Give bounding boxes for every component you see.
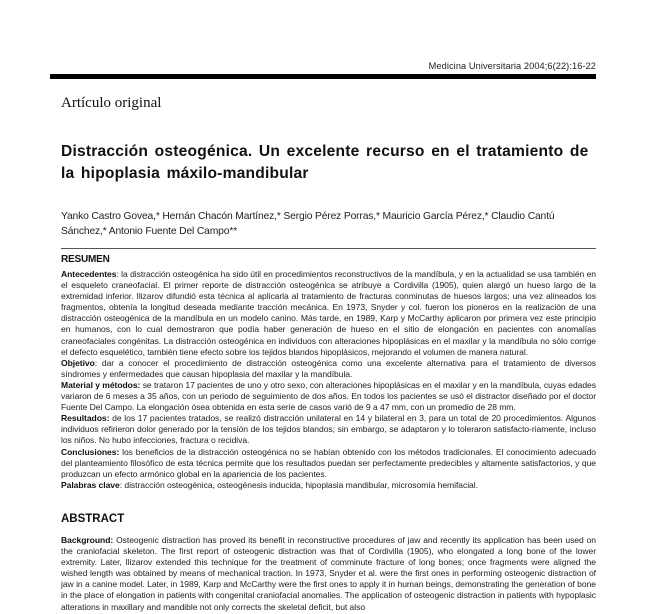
resumen-body xyxy=(61,269,596,491)
authors-divider xyxy=(61,248,596,249)
label-separator: : xyxy=(94,357,102,368)
article-section-type: Artículo original xyxy=(61,95,162,111)
section-text: la distracción osteogénica ha sido útil en procedimientos reconstructivos de la mandíbula, y en la actualidad se usa también en el esqueleto craneofacial. El primer reporte de distracción osteogénica se atribuye a Cordivilla (1905), quien alargó un hueso largo de la extremidad inferior. Ilizarov difundió esta técnica al aplicarla al tratamiento de fracturas conminutas de huesos largos; una vez alineados los fragmentos, obtenía la longitud deseada mediante tracción mecánica. En 1973, Snyder y col. fueron los pioneros en la realización de una distracción osteogénica de la mandíbula en un modelo canino. Más tarde, en 1989, Karp y McCarthy aplicaron por primera vez este principio en humanos, con lo cual demostraron que podía haber generación de hueso en el sitio de elongación en pacientes con anomalías craneofaciales congénitas. La distracción osteogénica en individuos con alteraciones hipoplásicas en el maxilar y la mandíbula no sólo corrige el defecto esquelético, también tiene efecto sobre los tejidos blandos hipoplásicos, mejorando el volumen de manera natural. xyxy=(61,269,597,357)
section-label: Material y métodos: xyxy=(61,379,141,390)
abstract-background xyxy=(61,535,596,613)
resumen-palabras-clave xyxy=(61,480,596,491)
resumen-conclusiones xyxy=(61,447,596,480)
resumen-material-metodos xyxy=(61,380,596,413)
section-text: los beneficios de la distracción osteogénica no se habían obtenido con los métodos tradicionales. El conocimiento adecuado del planteamiento filosófico de esta técnica permite que los resultados puedan ser perfectamente predecibles y altamente satisfactorios, y que produzcan un efecto armónico global en la apariencia de los pacientes. xyxy=(61,446,597,479)
section-text: distracción osteogénica, osteogénesis inducida, hipoplasia mandibular, microsomía hemifacial. xyxy=(124,479,478,490)
resumen-resultados xyxy=(61,413,596,446)
section-label: Palabras clave xyxy=(61,479,120,490)
label-separator: : xyxy=(119,479,125,490)
abstract-body xyxy=(61,535,596,613)
section-text: se trataron 17 pacientes de uno y otro sexo, con alteraciones hipoplásicas en el maxilar y en la mandíbula, cuyas edades variaron de 6 meses a 35 años, con un periodo de seguimiento de dos años. En todos los pacientes se usó el distractor diseñado por el doctor Fuente Del Campo. La elongación ósea obtenida en esta serie de casos varió de 9 a 47 mm, con un promedio de 28 mm. xyxy=(61,379,596,413)
section-label: Objetivo xyxy=(61,357,95,368)
abstract-heading: ABSTRACT xyxy=(61,513,125,525)
section-label: Conclusiones: xyxy=(61,446,120,457)
header-rule xyxy=(50,74,596,79)
author-list: Yanko Castro Govea,* Hernán Chacón Martínez,* Sergio Pérez Porras,* Mauricio García Pérez,* Claudio Cantú Sánchez,* Antonio Fuente Del Campo** xyxy=(61,211,555,237)
label-separator: : xyxy=(116,269,122,279)
section-text: dar a conocer el procedimiento de distracción osteogénica como una excelente alternativa para el tratamiento de diversos síndromes y enfermedades que causan hipoplasia del maxilar y la mandíbula. xyxy=(61,357,596,379)
section-label: Resultados: xyxy=(61,413,110,424)
section-text: Osteogenic distraction has proved its benefit in reconstructive procedures of jaw and recently its application has been used on the craniofacial skeleton. The first report of osteogenic distraction was that of Cordivilla (1905), who elongated a long bone of the lower extremity. Later, Ilizarov extended this technique for the treatment of comminute fracture of long bones; once fragments were aligned the wished length was obtained by means of mechanical traction. In 1973, Snyder et al. were the first ones in performing osteogenic distraction of jaw in a canine model. Later, in 1989, Karp and McCarthy were the first ones to apply it in human beings, demonstrating the generation of bone in the place of elongation in patients with congenital craniofacial anomalies. The application of osteogenic distraction in patients with hypoplasic alterations in maxillary and mandible not only corrects the skeletal deficit, but also xyxy=(61,535,597,612)
resumen-antecedentes xyxy=(61,269,596,358)
resumen-objetivo xyxy=(61,358,596,380)
section-label: Antecedentes xyxy=(61,269,117,279)
section-label: Background: xyxy=(61,535,114,545)
resumen-heading: RESUMEN xyxy=(61,254,110,265)
section-text: de los 17 pacientes tratados, se realizó distracción unilateral en 14 y bilateral en 3, para un total de 20 procedimientos. Algunos individuos refirieron dolor generado por la tensión de los tejidos blandos; sin embargo, se adaptaron y lo toleraron satisfacto-riamente, incluso los niños. No hubo infecciones, fractura o recidiva. xyxy=(61,413,596,446)
article-title: Distracción osteogénica. Un excelente recurso en el tratamiento de la hipoplasia máxilo-mandibular xyxy=(61,143,589,182)
journal-reference: Medicina Universitaria 2004;6(22):16-22 xyxy=(428,61,596,71)
